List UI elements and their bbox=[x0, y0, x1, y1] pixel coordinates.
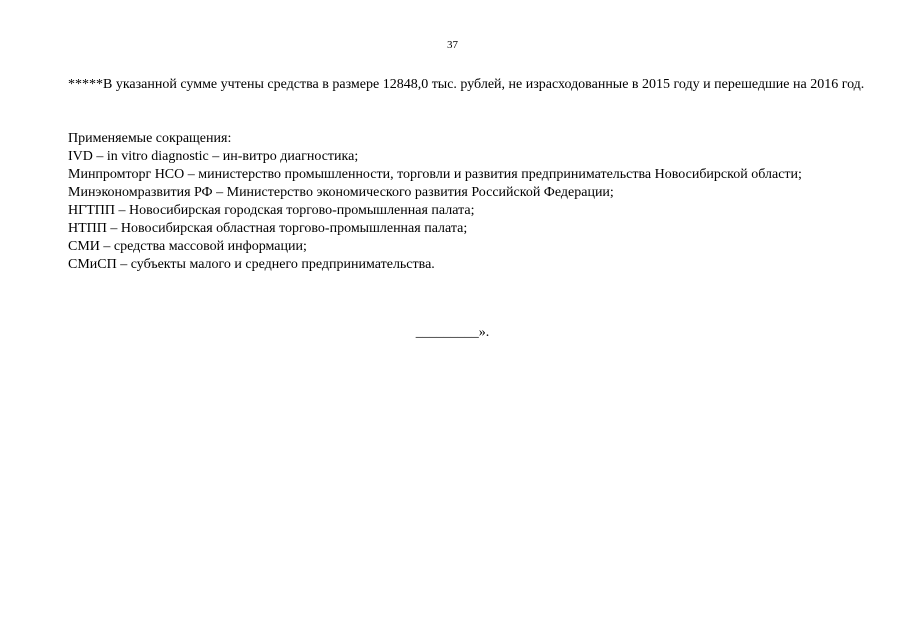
abbreviation-item: НТПП – Новосибирская областная торгово-промышленная палата; bbox=[68, 221, 468, 236]
abbreviation-item: НГТПП – Новосибирская городская торгово-промышленная палата; bbox=[68, 203, 475, 218]
abbreviation-item: IVD – in vitro diagnostic – ин-витро диагностика; bbox=[68, 149, 359, 164]
closing-line: _________». bbox=[415, 325, 490, 340]
abbreviation-item: СМиСП – субъекты малого и среднего предпринимательства. bbox=[68, 257, 435, 272]
abbreviation-item: Минпромторг НСО – министерство промышленности, торговли и развития предпринимательства Новосибирской области; bbox=[68, 167, 802, 182]
abbreviations-heading: Применяемые сокращения: bbox=[68, 131, 232, 146]
abbreviations-list bbox=[68, 130, 888, 274]
abbreviation-item: Минэкономразвития РФ – Министерство экономического развития Российской Федерации; bbox=[68, 185, 614, 200]
footnote-paragraph: *****В указанной сумме учтены средства в размере 12848,0 тыс. рублей, не израсходованные в 2015 году и перешедшие на 2016 год. bbox=[68, 77, 865, 92]
abbreviation-item: СМИ – средства массовой информации; bbox=[68, 239, 307, 254]
page-number: 37 bbox=[447, 39, 458, 51]
